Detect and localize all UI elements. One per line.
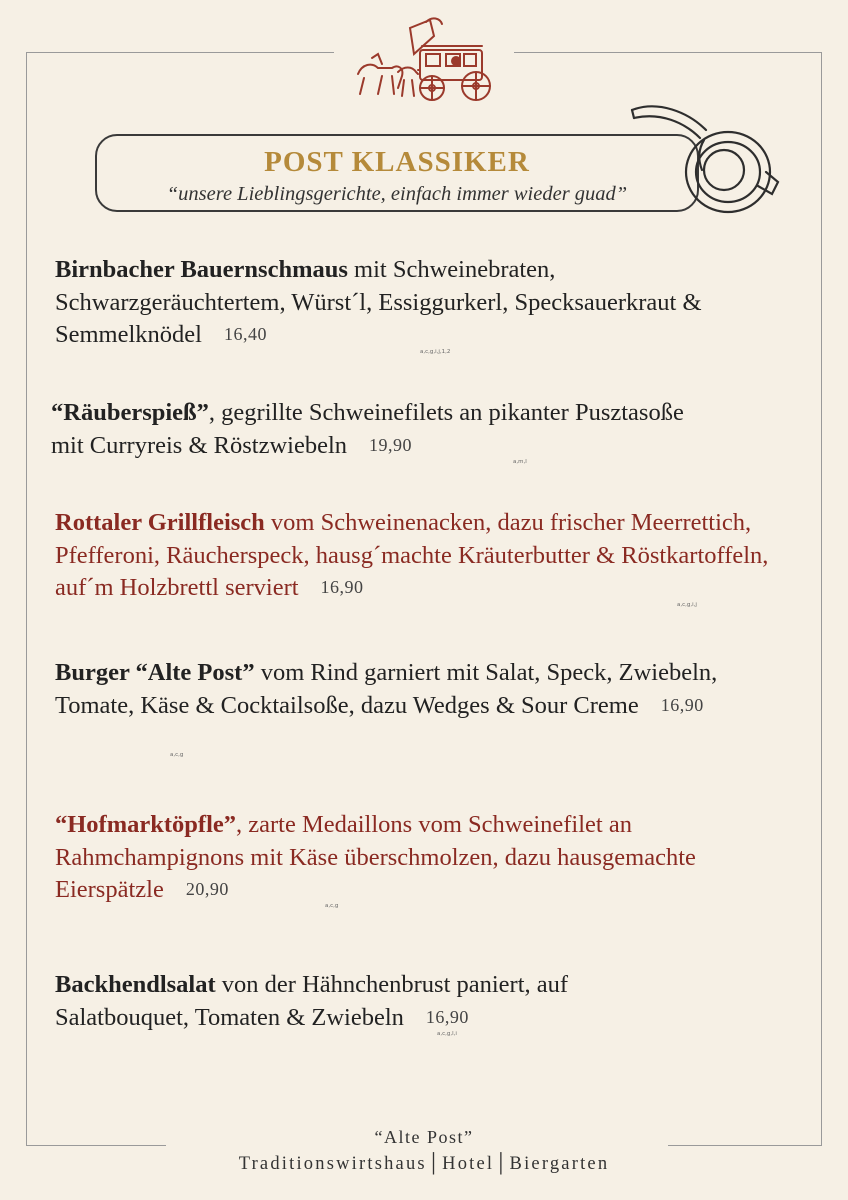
section-subtitle: “unsere Lieblingsgerichte, einfach immer wieder guad” — [166, 183, 628, 205]
dish-allergens: a,c,g,i,j,1,2 — [420, 349, 451, 355]
dish-description: mit Schweinebraten, Schwarzgeräuchtertem, Würst´l, Essiggurkerl, Specksauerkraut & Semmelknödel — [55, 256, 702, 348]
section-title: POST KLASSIKER — [264, 146, 530, 178]
dish-name: Burger “Alte Post” — [55, 659, 255, 686]
dish-price: 20,90 — [185, 879, 229, 899]
dish-description: von der Hähnchenbrust paniert, auf Salatbouquet, Tomaten & Zwiebeln — [55, 971, 569, 1031]
footer-tagline: Traditionswirtshaus│Hotel│Biergarten — [238, 1154, 610, 1174]
dish-allergens: a,c,g,i,j — [677, 602, 697, 608]
dish-name: Rottaler Grillfleisch — [55, 509, 265, 536]
dish-item — [55, 254, 745, 353]
stagecoach-icon — [352, 14, 497, 106]
dish-description: , gegrillte Schweinefilets an pikanter Pusztasoße mit Curryreis & Röstzwiebeln — [51, 399, 684, 459]
dish-name: Birnbacher Bauernschmaus — [55, 256, 348, 283]
dish-allergens: a,m,l — [513, 459, 527, 465]
posthorn-icon — [628, 100, 784, 218]
dish-description: vom Schweinenacken, dazu frischer Meerrettich, Pfefferoni, Räucherspeck, hausg´machte Kräuterbutter & Röstkartoffeln, auf´m Holzbrettl serviert — [55, 509, 769, 601]
dish-allergens: a,c,g — [325, 903, 339, 909]
dish-price: 16,90 — [320, 577, 364, 597]
dish-price: 16,40 — [223, 324, 267, 344]
frame-right — [821, 52, 822, 1146]
dish-name: “Hofmarktöpfle” — [55, 811, 236, 838]
dish-name: “Räuberspieß” — [51, 399, 209, 426]
footer-restaurant-name: “Alte Post” — [374, 1127, 474, 1147]
frame-left — [26, 52, 27, 1146]
frame-top-right — [514, 52, 822, 53]
dish-item — [55, 809, 745, 908]
dish-description: , zarte Medaillons vom Schweinefilet an Rahmchampignons mit Käse überschmolzen, dazu hausgemachte Eierspätzle — [55, 811, 696, 903]
dish-price: 19,90 — [369, 434, 412, 455]
dish-item — [55, 657, 735, 723]
dish-name: Backhendlsalat — [55, 971, 216, 998]
dish-allergens: a,c,g — [170, 752, 184, 758]
dish-description: vom Rind garniert mit Salat, Speck, Zwiebeln, Tomate, Käse & Cocktailsoße, dazu Wedges & Sour Creme — [55, 659, 718, 719]
dish-item — [55, 507, 785, 606]
dish-price: 16,90 — [425, 1006, 469, 1027]
frame-top-left — [26, 52, 334, 53]
dish-price: 16,90 — [660, 694, 704, 715]
dish-item — [55, 969, 695, 1035]
dish-allergens: a,c,g,l,i — [437, 1031, 457, 1037]
dish-item — [51, 397, 691, 463]
